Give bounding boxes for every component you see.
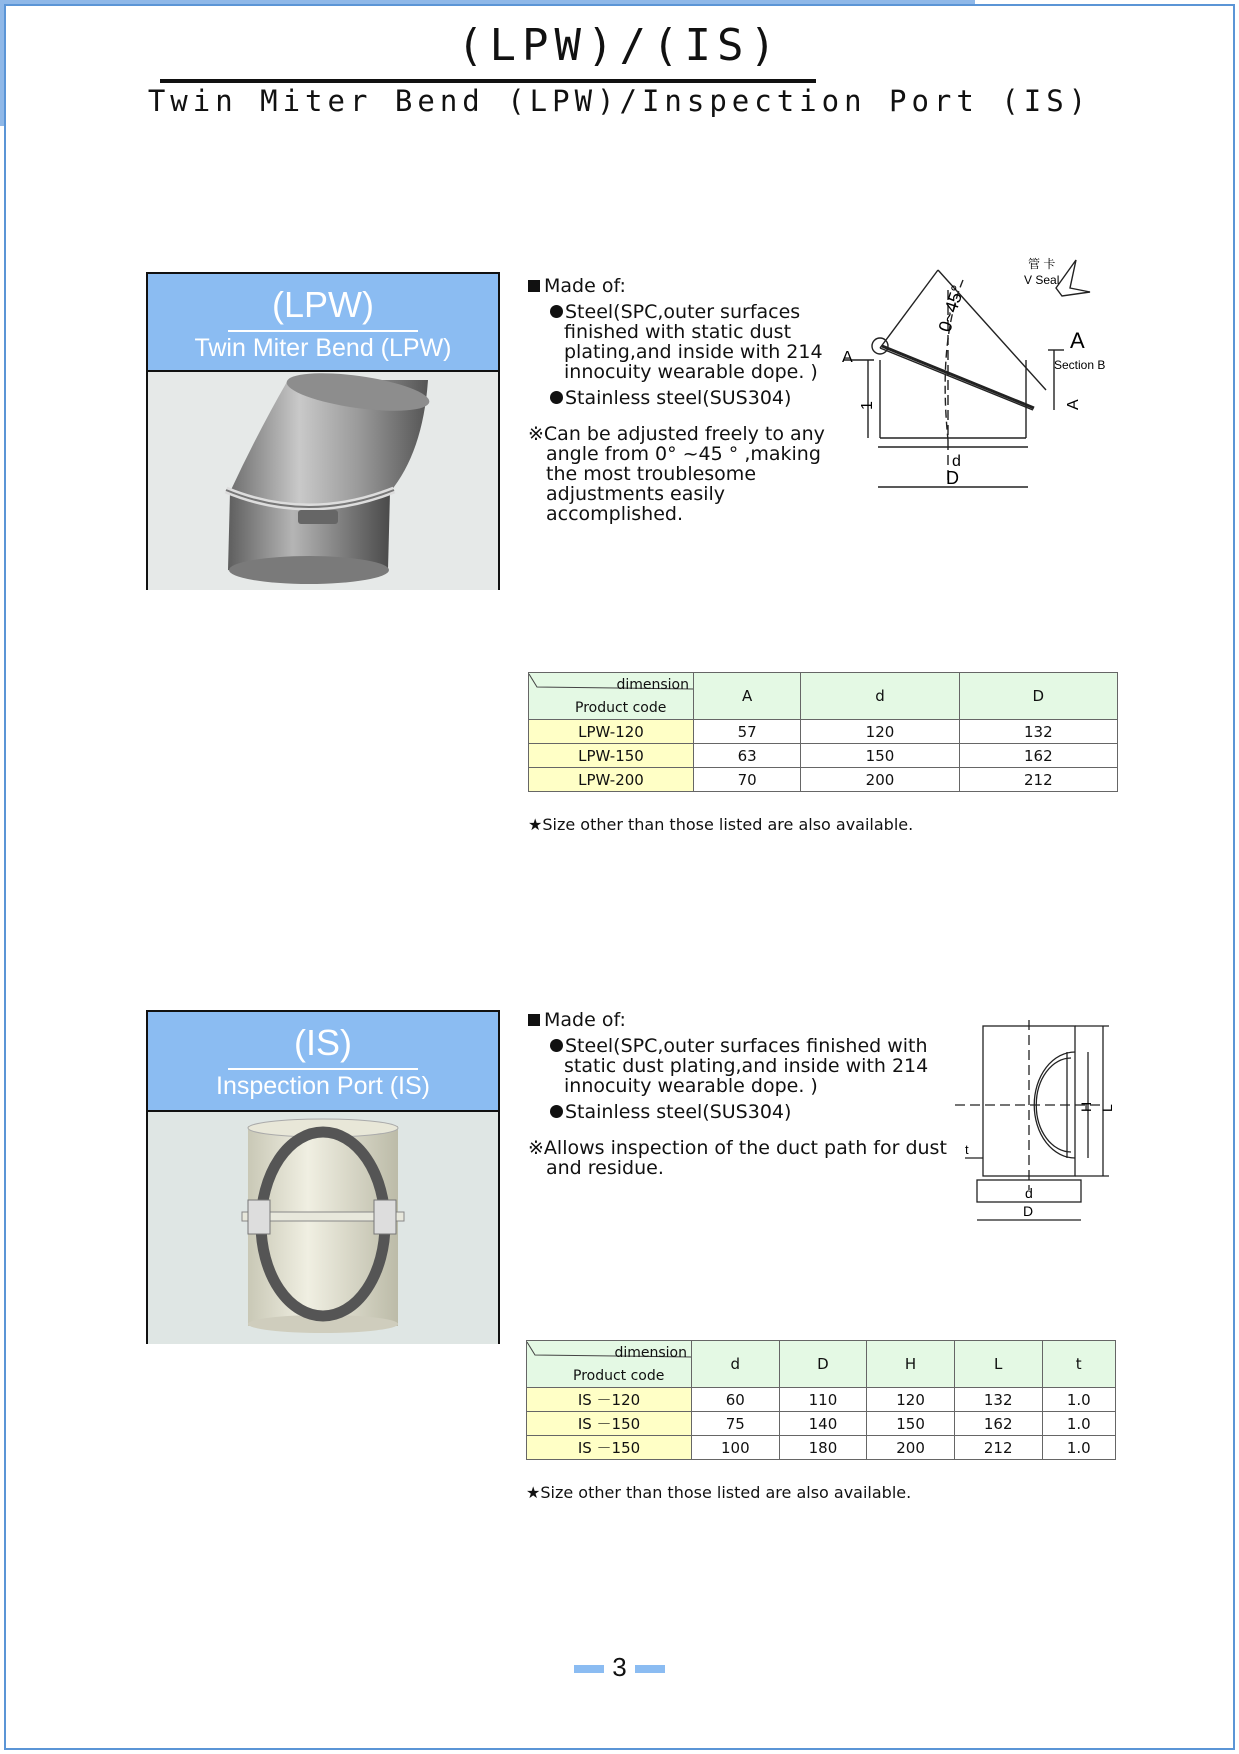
lpw-technical-drawing bbox=[838, 250, 1118, 500]
page-number bbox=[0, 1652, 1239, 1683]
page-subtitle: Twin Miter Bend (LPW)/Inspection Port (IS) bbox=[147, 84, 1092, 118]
lpw-material-steel: Steel(SPC,outer surfaces finished with static dust plating,and inside with 214 innocuity wearable dope. ) bbox=[528, 302, 828, 382]
lpw-description bbox=[528, 276, 828, 524]
table-cell: 162 bbox=[959, 744, 1117, 768]
lpw-name: Twin Miter Bend (LPW) bbox=[194, 334, 452, 362]
dot-bullet-icon bbox=[550, 1039, 563, 1052]
table-cell: 110 bbox=[779, 1388, 867, 1412]
lpw-footnote: ★Size other than those listed are also available. bbox=[528, 815, 914, 834]
lpw-material-stainless: Stainless steel(SUS304) bbox=[528, 388, 828, 408]
table-cell: 162 bbox=[954, 1412, 1042, 1436]
product-code: LPW-200 bbox=[529, 768, 694, 792]
table-cell: 1.0 bbox=[1042, 1436, 1116, 1460]
lpw-bend-illustration bbox=[148, 372, 498, 590]
lpw-photo bbox=[148, 372, 498, 590]
table-cell: 120 bbox=[801, 720, 959, 744]
table-cell: 212 bbox=[959, 768, 1117, 792]
is-code: (IS) bbox=[294, 1022, 352, 1063]
product-code: IS －150 bbox=[527, 1436, 692, 1460]
product-code: IS －150 bbox=[527, 1412, 692, 1436]
title-underline bbox=[160, 79, 816, 83]
page-title: (LPW)/(IS) bbox=[457, 20, 782, 71]
table-cell: 120 bbox=[867, 1388, 955, 1412]
table-cell: 150 bbox=[801, 744, 959, 768]
column-header: A bbox=[694, 673, 801, 720]
dot-bullet-icon bbox=[550, 391, 563, 404]
table-row bbox=[529, 768, 1118, 792]
title-banner bbox=[0, 0, 1092, 126]
svg-text:d: d bbox=[1025, 1185, 1033, 1201]
is-made-of: Made of: bbox=[528, 1010, 948, 1030]
is-photo bbox=[148, 1112, 498, 1344]
page-number-bar-left bbox=[574, 1665, 604, 1673]
svg-text:管 卡: 管 卡 bbox=[1028, 257, 1056, 271]
table-cell: 200 bbox=[867, 1436, 955, 1460]
is-description bbox=[528, 1010, 948, 1178]
table-row bbox=[527, 1412, 1116, 1436]
column-header: H bbox=[867, 1341, 955, 1388]
column-header: D bbox=[779, 1341, 867, 1388]
table-cell: 70 bbox=[694, 768, 801, 792]
table-cell: 60 bbox=[692, 1388, 780, 1412]
column-dimension-label: dimension bbox=[614, 1345, 687, 1361]
is-product-card bbox=[146, 1010, 500, 1344]
svg-text:D: D bbox=[1023, 1203, 1034, 1219]
column-header: L bbox=[954, 1341, 1042, 1388]
is-card-rule bbox=[228, 1068, 418, 1070]
table-cell: 212 bbox=[954, 1436, 1042, 1460]
is-name: Inspection Port (IS) bbox=[216, 1072, 430, 1100]
column-header: t bbox=[1042, 1341, 1116, 1388]
svg-text:t: t bbox=[965, 1142, 969, 1157]
table-cell: 132 bbox=[954, 1388, 1042, 1412]
table-cell: 100 bbox=[692, 1436, 780, 1460]
is-card-header bbox=[148, 1012, 498, 1112]
lpw-note: ※Can be adjusted freely to any angle from 0° ~45 ° ,making the most troublesome adjustments easily accomplished. bbox=[528, 423, 825, 525]
is-footnote: ★Size other than those listed are also available. bbox=[526, 1483, 912, 1502]
product-code: LPW-120 bbox=[529, 720, 694, 744]
square-bullet-icon bbox=[528, 1014, 540, 1026]
table-cell: 1.0 bbox=[1042, 1388, 1116, 1412]
table-cell: 132 bbox=[959, 720, 1117, 744]
table-cell: 75 bbox=[692, 1412, 780, 1436]
svg-text:1: 1 bbox=[859, 401, 876, 410]
is-material-steel: Steel(SPC,outer surfaces finished with static dust plating,and inside with 214 innocuity wearable dope. ) bbox=[528, 1036, 948, 1096]
table-row bbox=[527, 1436, 1116, 1460]
product-code: IS －120 bbox=[527, 1388, 692, 1412]
column-dimension-label: dimension bbox=[616, 677, 689, 693]
svg-text:V Seal: V Seal bbox=[1024, 273, 1060, 287]
is-port-illustration bbox=[148, 1112, 498, 1344]
table-cell: 57 bbox=[694, 720, 801, 744]
table-cell: 150 bbox=[867, 1412, 955, 1436]
row-product-code-label: Product code bbox=[575, 700, 667, 716]
table-row bbox=[529, 720, 1118, 744]
lpw-card-rule bbox=[228, 330, 418, 332]
svg-text:0~45°: 0~45° bbox=[934, 282, 969, 335]
is-technical-drawing bbox=[955, 1020, 1125, 1235]
table-corner-header bbox=[527, 1341, 692, 1388]
square-bullet-icon bbox=[528, 280, 540, 292]
lpw-made-of: Made of: bbox=[528, 276, 828, 296]
lpw-spec-table bbox=[528, 672, 1118, 792]
lpw-product-card bbox=[146, 272, 500, 590]
is-spec-table bbox=[526, 1340, 1116, 1460]
svg-text:d: d bbox=[952, 453, 961, 470]
svg-text:A: A bbox=[1070, 328, 1085, 353]
lpw-code: (LPW) bbox=[272, 284, 374, 325]
svg-text:D: D bbox=[946, 468, 959, 488]
column-header: d bbox=[692, 1341, 780, 1388]
svg-text:A: A bbox=[1065, 399, 1082, 410]
dot-bullet-icon bbox=[550, 305, 563, 318]
table-cell: 180 bbox=[779, 1436, 867, 1460]
is-material-stainless: Stainless steel(SUS304) bbox=[528, 1102, 948, 1122]
product-code: LPW-150 bbox=[529, 744, 694, 768]
svg-text:A: A bbox=[842, 349, 853, 366]
dot-bullet-icon bbox=[550, 1105, 563, 1118]
table-corner-header bbox=[529, 673, 694, 720]
table-cell: 140 bbox=[779, 1412, 867, 1436]
table-cell: 200 bbox=[801, 768, 959, 792]
column-header: D bbox=[959, 673, 1117, 720]
is-note: ※Allows inspection of the duct path for dust and residue. bbox=[528, 1137, 947, 1179]
table-cell: 63 bbox=[694, 744, 801, 768]
table-row bbox=[527, 1388, 1116, 1412]
svg-text:L: L bbox=[1099, 1104, 1115, 1112]
svg-text:H: H bbox=[1078, 1101, 1094, 1112]
page-number-value: 3 bbox=[612, 1652, 627, 1682]
table-row bbox=[529, 744, 1118, 768]
table-cell: 1.0 bbox=[1042, 1412, 1116, 1436]
svg-text:Section B: Section B bbox=[1054, 358, 1106, 372]
row-product-code-label: Product code bbox=[573, 1368, 665, 1384]
page-number-bar-right bbox=[635, 1665, 665, 1673]
lpw-card-header bbox=[148, 274, 498, 372]
column-header: d bbox=[801, 673, 959, 720]
